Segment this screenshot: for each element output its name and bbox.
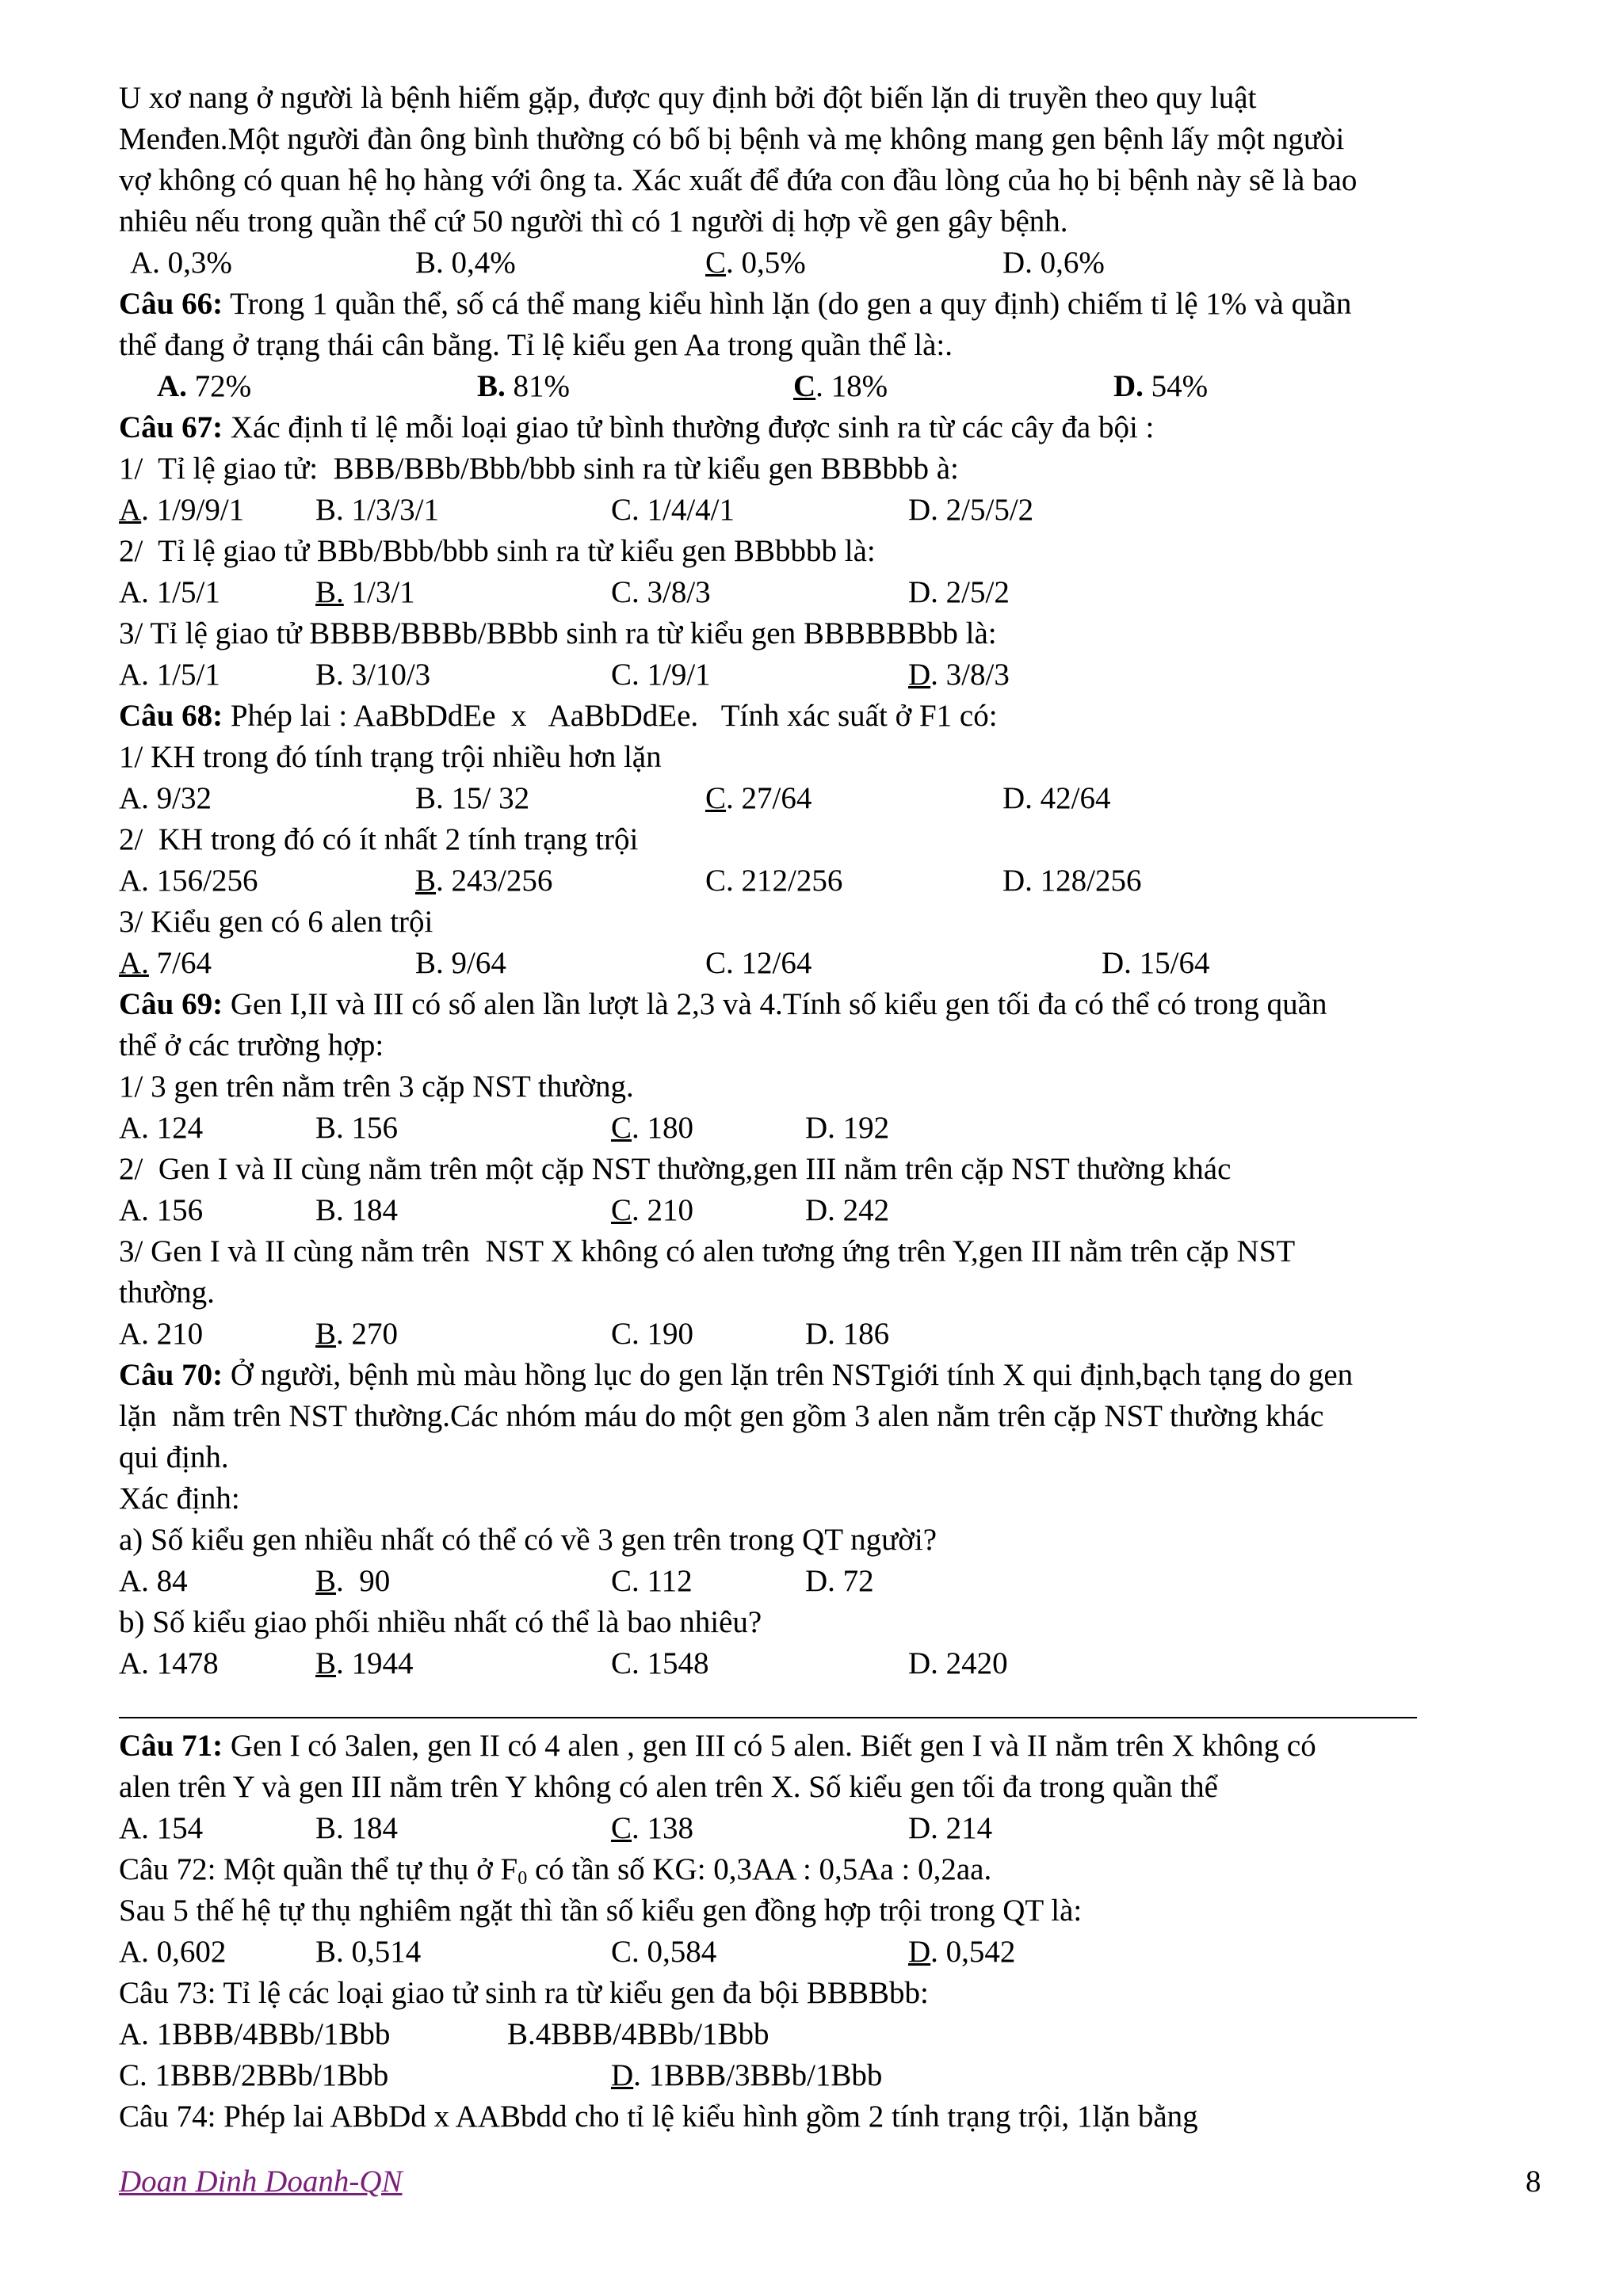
answer-options bbox=[119, 1808, 1545, 1849]
option-c: C. 18% bbox=[793, 369, 888, 403]
question-66: Câu 66: Trong 1 quần thể, số cá thể mang kiểu hình lặn (do gen a quy định) chiếm tỉ lệ 1% và quần bbox=[119, 287, 1352, 321]
option-a: A. 0,3% bbox=[130, 246, 232, 280]
answer-options bbox=[119, 572, 1545, 613]
option-d: D. 214 bbox=[908, 1811, 993, 1845]
text-line: alen trên Y và gen III nằm trên Y không có alen trên X. Số kiểu gen tối đa trong quần thể bbox=[119, 1770, 1218, 1804]
option-a: A. 156 bbox=[119, 1193, 204, 1227]
option-b: B. 1/3/1 bbox=[315, 575, 415, 609]
question-69: Câu 69: Gen I,II và III có số alen lần lượt là 2,3 và 4.Tính số kiểu gen tối đa có thể có trong quần bbox=[119, 987, 1327, 1021]
question-73: Câu 73: Tỉ lệ các loại giao tử sinh ra từ kiểu gen đa bội BBBBbb: bbox=[119, 1976, 929, 2010]
horizontal-divider bbox=[119, 1717, 1417, 1718]
option-c: C. 180 bbox=[611, 1111, 694, 1145]
answer-options bbox=[119, 943, 1545, 984]
option-b: B. 15/ 32 bbox=[415, 781, 530, 815]
option-a: A. 0,602 bbox=[119, 1935, 227, 1969]
option-d: D. 128/256 bbox=[1002, 864, 1142, 898]
answer-options bbox=[119, 242, 1545, 284]
answer-options bbox=[119, 366, 1545, 407]
option-b: B. 184 bbox=[315, 1193, 399, 1227]
text-line: qui định. bbox=[119, 1440, 229, 1474]
question-74: Câu 74: Phép lai ABbDd x AABbdd cho tỉ lệ kiểu hình gồm 2 tính trạng trội, 1lặn bằng bbox=[119, 2100, 1198, 2134]
text-line: thường. bbox=[119, 1276, 215, 1310]
option-c: C. 27/64 bbox=[705, 781, 812, 815]
answer-options bbox=[119, 778, 1545, 819]
question-72: Câu 72: Một quần thể tự thụ ở $F_0$ có tần số KG: 0,3AA : 0,5Aa : 0,2aa. bbox=[119, 1852, 992, 1889]
text-line: thể ở các trường hợp: bbox=[119, 1028, 384, 1062]
text-line: lặn nằm trên NST thường.Các nhóm máu do một gen gồm 3 alen nằm trên cặp NST thường khác bbox=[119, 1399, 1324, 1433]
text-line: Menđen.Một người đàn ông bình thường có bố bị bệnh và mẹ không mang gen bệnh lấy một ngưòi bbox=[119, 122, 1345, 156]
option-b: B. 3/10/3 bbox=[315, 658, 431, 692]
option-d: D. 2/5/5/2 bbox=[908, 493, 1034, 527]
option-a: A. 84 bbox=[119, 1564, 188, 1598]
question-67: Câu 67: Xác định tỉ lệ mỗi loại giao tử bình thường được sinh ra từ các cây đa bội : bbox=[119, 410, 1155, 444]
option-d: D. 72 bbox=[805, 1564, 874, 1598]
option-a: A. 1BBB/4BBb/1Bbb bbox=[119, 2017, 391, 2051]
answer-options bbox=[119, 1190, 1545, 1231]
answer-options bbox=[119, 490, 1545, 531]
answer-options bbox=[119, 1108, 1545, 1149]
option-c: C. 3/8/3 bbox=[611, 575, 711, 609]
answer-options bbox=[119, 1561, 1545, 1602]
text-line: Xác định: bbox=[119, 1482, 240, 1516]
text-line: b) Số kiểu giao phối nhiều nhất có thể là bao nhiêu? bbox=[119, 1605, 762, 1639]
option-d: D. 1BBB/3BBb/1Bbb bbox=[611, 2058, 883, 2092]
option-a: A. 210 bbox=[119, 1317, 204, 1351]
text-line: 2/ Tỉ lệ giao tử BBb/Bbb/bbb sinh ra từ kiểu gen BBbbbb là: bbox=[119, 534, 876, 568]
option-b: B. 243/256 bbox=[415, 864, 553, 898]
option-d: D. 15/64 bbox=[1102, 946, 1210, 980]
option-b: B. 81% bbox=[477, 369, 571, 403]
option-d: D. 192 bbox=[805, 1111, 890, 1145]
option-c: C. 190 bbox=[611, 1317, 694, 1351]
text-line: thể đang ở trạng thái cân bằng. Tỉ lệ kiểu gen Aa trong quần thể là:. bbox=[119, 328, 953, 362]
text-line: 1/ Tỉ lệ giao tử: BBB/BBb/Bbb/bbb sinh ra từ kiểu gen BBBbbb à: bbox=[119, 452, 959, 486]
text-line: a) Số kiểu gen nhiều nhất có thể có về 3 gen trên trong QT người? bbox=[119, 1523, 938, 1557]
option-b: B. 0,514 bbox=[315, 1935, 422, 1969]
option-c: C. 0,5% bbox=[705, 246, 806, 280]
text-line: 2/ KH trong đó có ít nhất 2 tính trạng trội bbox=[119, 822, 639, 856]
option-c: C. 1/4/4/1 bbox=[611, 493, 735, 527]
question-70: Câu 70: Ở người, bệnh mù màu hồng lục do gen lặn trên NSTgiới tính X qui định,bạch tạng do gen bbox=[119, 1358, 1354, 1392]
option-b: B. 184 bbox=[315, 1811, 399, 1845]
option-b: B. 0,4% bbox=[415, 246, 516, 280]
option-d: D. 2/5/2 bbox=[908, 575, 1010, 609]
option-a: A. 7/64 bbox=[119, 946, 212, 980]
option-c: C. 12/64 bbox=[705, 946, 812, 980]
option-c: C. 1/9/1 bbox=[611, 658, 711, 692]
option-a: A. 1/5/1 bbox=[119, 575, 220, 609]
answer-options bbox=[119, 654, 1545, 696]
text-line: 3/ Gen I và II cùng nằm trên NST X không có alen tương ứng trên Y,gen III nằm trên cặp NST bbox=[119, 1234, 1296, 1268]
option-d: D. 42/64 bbox=[1002, 781, 1111, 815]
option-a: A. 156/256 bbox=[119, 864, 258, 898]
text-line: nhiêu nếu trong quần thể cứ 50 người thì có 1 người dị hợp về gen gây bệnh. bbox=[119, 204, 1068, 238]
option-d: D. 0,542 bbox=[908, 1935, 1016, 1969]
option-a: A. 72% bbox=[157, 369, 252, 403]
question-71: Câu 71: Gen I có 3alen, gen II có 4 alen , gen III có 5 alen. Biết gen I và II nằm trên X không có bbox=[119, 1729, 1316, 1763]
answer-options bbox=[119, 860, 1545, 902]
text-line: U xơ nang ở người là bệnh hiếm gặp, được quy định bởi đột biến lặn di truyền theo quy luật bbox=[119, 81, 1257, 115]
text-line: 1/ 3 gen trên nằm trên 3 cặp NST thường. bbox=[119, 1070, 634, 1104]
option-b: B. 156 bbox=[315, 1111, 399, 1145]
option-a: A. 124 bbox=[119, 1111, 204, 1145]
answer-options bbox=[119, 1314, 1545, 1355]
option-c: C. 0,584 bbox=[611, 1935, 717, 1969]
answer-options bbox=[119, 1643, 1545, 1684]
question-68: Câu 68: Phép lai : AaBbDdEe x AaBbDdEe. Tính xác suất ở F1 có: bbox=[119, 699, 998, 733]
option-c: C. 212/256 bbox=[705, 864, 843, 898]
option-b: B. 90 bbox=[315, 1564, 391, 1598]
option-c: C. 138 bbox=[611, 1811, 694, 1845]
option-b: B. 9/64 bbox=[415, 946, 506, 980]
option-c: C. 112 bbox=[611, 1564, 693, 1598]
option-a: A. 1478 bbox=[119, 1646, 219, 1680]
text-line: 2/ Gen I và II cùng nằm trên một cặp NST thường,gen III nằm trên cặp NST thường khác bbox=[119, 1152, 1232, 1186]
text-line: 3/ Tỉ lệ giao tử BBBB/BBBb/BBbb sinh ra từ kiểu gen BBBBBBbb là: bbox=[119, 616, 997, 650]
option-a: A. 9/32 bbox=[119, 781, 212, 815]
option-b: B. 1944 bbox=[315, 1646, 414, 1680]
option-c: C. 210 bbox=[611, 1193, 694, 1227]
option-b: B. 270 bbox=[315, 1317, 399, 1351]
option-d: D. 242 bbox=[805, 1193, 890, 1227]
text-line: 1/ KH trong đó tính trạng trội nhiều hơn lặn bbox=[119, 740, 662, 774]
footer-author: Doan Dinh Doanh-QN bbox=[119, 2164, 403, 2199]
answer-options bbox=[119, 2014, 1545, 2055]
answer-options bbox=[119, 2055, 1545, 2096]
answer-options bbox=[119, 1932, 1545, 1973]
text-line: vợ không có quan hệ họ hàng với ông ta. Xác xuất để đứa con đầu lòng của họ bị bệnh này sẽ là bao bbox=[119, 163, 1358, 197]
option-d: D. 54% bbox=[1113, 369, 1209, 403]
option-d: D. 2420 bbox=[908, 1646, 1008, 1680]
option-a: A. 154 bbox=[119, 1811, 204, 1845]
option-d: D. 0,6% bbox=[1002, 246, 1105, 280]
option-a: A. 1/5/1 bbox=[119, 658, 220, 692]
option-d: D. 3/8/3 bbox=[908, 658, 1010, 692]
option-b: B.4BBB/4BBb/1Bbb bbox=[507, 2017, 769, 2051]
option-b: B. 1/3/3/1 bbox=[315, 493, 440, 527]
text-line: 3/ Kiểu gen có 6 alen trội bbox=[119, 905, 433, 939]
option-a: A. 1/9/9/1 bbox=[119, 493, 245, 527]
page-number: 8 bbox=[1526, 2164, 1541, 2199]
text-line: Sau 5 thế hệ tự thụ nghiêm ngặt thì tần số kiểu gen đồng hợp trội trong QT là: bbox=[119, 1894, 1083, 1928]
document-body bbox=[119, 78, 1545, 2138]
option-c: C. 1BBB/2BBb/1Bbb bbox=[119, 2058, 389, 2092]
option-c: C. 1548 bbox=[611, 1646, 709, 1680]
option-d: D. 186 bbox=[805, 1317, 890, 1351]
